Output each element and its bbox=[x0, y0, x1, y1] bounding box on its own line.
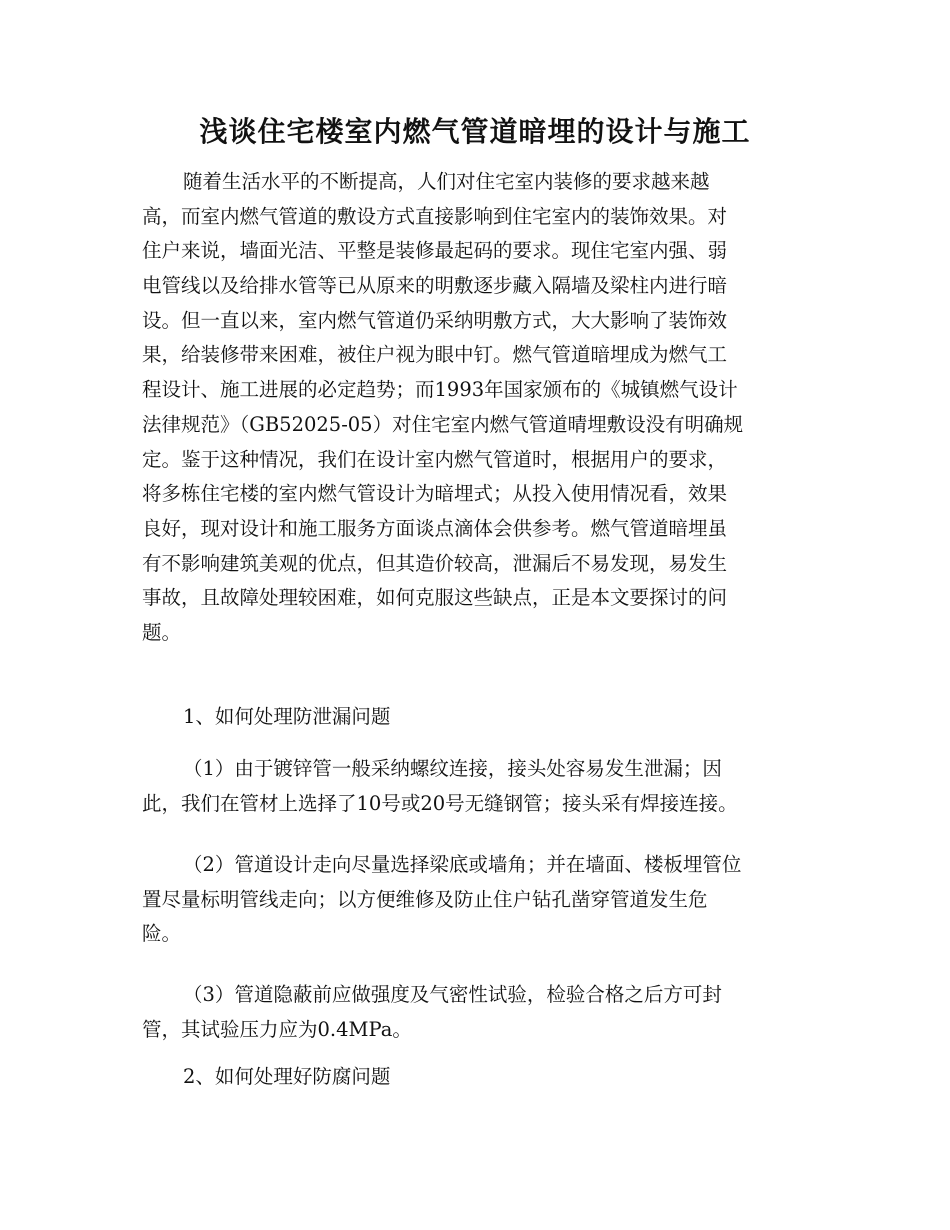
intro-line: 题。 bbox=[142, 620, 182, 644]
item-line: 此，我们在管材上选择了10号或20号无缝钢管；接头采有焊接连接。 bbox=[142, 791, 738, 815]
intro-line: 良好，现对设计和施工服务方面谈点滴体会供参考。燃气管道暗埋虽 bbox=[142, 516, 728, 540]
intro-line: 果，给装修带来困难，被住户视为眼中钉。燃气管道暗埋成为燃气工 bbox=[142, 343, 728, 367]
item-line: 管，其试验压力应为0.4MPa。 bbox=[142, 1017, 412, 1041]
intro-line: 设。但一直以来，室内燃气管道仍采纳明敷方式，大大影响了装饰效 bbox=[142, 308, 728, 332]
intro-line: 事故，且故障处理较困难，如何克服这些缺点，正是本文要探讨的问 bbox=[142, 586, 728, 610]
section-heading-text: 1、如何处理防泄漏问题 bbox=[183, 705, 391, 728]
item-line: （1）由于镀锌管一般采纳螺纹连接，接头处容易发生泄漏；因 bbox=[183, 757, 722, 780]
item-line: 置尽量标明管线走向；以方便维修及防止住户钻孔凿穿管道发生危 bbox=[142, 887, 708, 911]
item-line: 险。 bbox=[142, 922, 182, 946]
item-line: （2）管道设计走向尽量选择梁底或墙角；并在墙面、楼板埋管位 bbox=[183, 853, 742, 876]
intro-line: 随着生活水平的不断提高，人们对住宅室内装修的要求越来越 bbox=[183, 170, 710, 193]
item-paragraph-3 bbox=[142, 978, 808, 1047]
intro-line: 高，而室内燃气管道的敷设方式直接影响到住宅室内的装饰效果。对 bbox=[142, 204, 728, 228]
intro-line: 将多栋住宅楼的室内燃气管设计为暗埋式；从投入使用情况看，效果 bbox=[142, 482, 728, 506]
item-line: （3）管道隐蔽前应做强度及气密性试验，检验合格之后方可封 bbox=[183, 983, 722, 1006]
item-paragraph-2 bbox=[142, 848, 808, 952]
section-heading-2 bbox=[142, 1060, 808, 1095]
intro-line: 定。鉴于这种情况，我们在设计室内燃气管道时，根据用户的要求， bbox=[142, 447, 728, 471]
intro-line: 住户来说，墙面光洁、平整是装修最起码的要求。现住宅室内强、弱 bbox=[142, 239, 728, 263]
intro-line: 法律规范》（GB52025-05）对住宅室内燃气管道晴埋敷设没有明确规 bbox=[142, 412, 744, 436]
intro-line: 有不影响建筑美观的优点，但其造价较高，泄漏后不易发现，易发生 bbox=[142, 551, 728, 575]
document-title: 浅谈住宅楼室内燃气管道暗埋的设计与施工 bbox=[199, 115, 751, 148]
intro-line: 电管线以及给排水管等已从原来的明敷逐步藏入隔墙及梁柱内进行暗 bbox=[142, 274, 728, 298]
intro-paragraph bbox=[142, 165, 808, 651]
item-paragraph-1 bbox=[142, 752, 808, 821]
section-heading-1 bbox=[142, 700, 808, 735]
section-heading-text: 2、如何处理好防腐问题 bbox=[183, 1065, 391, 1088]
intro-line: 程设计、施工进展的必定趋势；而1993年国家颁布的《城镇燃气设计 bbox=[142, 378, 738, 402]
